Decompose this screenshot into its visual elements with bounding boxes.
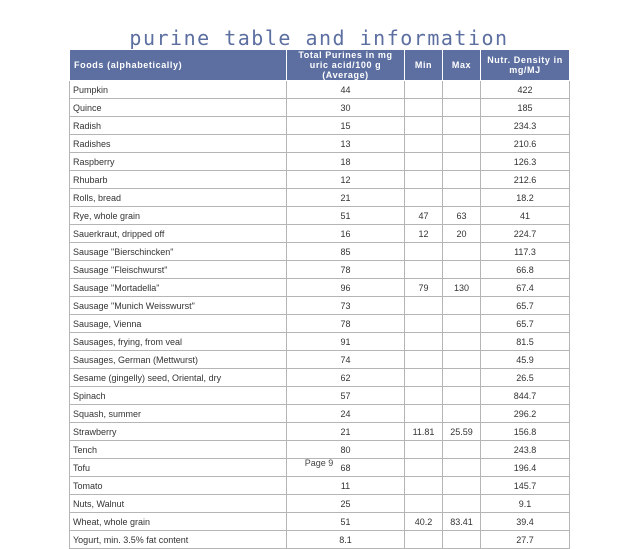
cell-food: Yogurt, min. 3.5% fat content (70, 531, 287, 549)
cell-food: Tomato (70, 477, 287, 495)
cell-max (443, 189, 481, 207)
cell-min (405, 477, 443, 495)
cell-nutr-density: 156.8 (481, 423, 570, 441)
cell-nutr-density: 145.7 (481, 477, 570, 495)
table-row (70, 81, 570, 99)
cell-food: Sausage "Bierschincken" (70, 243, 287, 261)
cell-max (443, 405, 481, 423)
cell-max (443, 135, 481, 153)
table-row (70, 315, 570, 333)
cell-total-purines: 85 (287, 243, 405, 261)
cell-max (443, 351, 481, 369)
cell-min (405, 153, 443, 171)
cell-min (405, 351, 443, 369)
cell-max (443, 369, 481, 387)
cell-nutr-density: 224.7 (481, 225, 570, 243)
cell-max: 63 (443, 207, 481, 225)
cell-max (443, 117, 481, 135)
page-title: purine table and information (129, 26, 509, 50)
page-number: Page 9 (304, 458, 334, 468)
cell-food: Sesame (gingelly) seed, Oriental, dry (70, 369, 287, 387)
cell-max: 130 (443, 279, 481, 297)
cell-max (443, 531, 481, 549)
header-total-purines: Total Purines in mg uric acid/100 g (Average) (287, 50, 405, 81)
cell-min (405, 117, 443, 135)
cell-nutr-density: 234.3 (481, 117, 570, 135)
table-row (70, 369, 570, 387)
table-row (70, 243, 570, 261)
cell-total-purines: 24 (287, 405, 405, 423)
cell-nutr-density: 117.3 (481, 243, 570, 261)
cell-max (443, 81, 481, 99)
cell-total-purines: 57 (287, 387, 405, 405)
cell-total-purines: 13 (287, 135, 405, 153)
cell-food: Sausages, frying, from veal (70, 333, 287, 351)
cell-total-purines: 25 (287, 495, 405, 513)
cell-total-purines: 80 (287, 441, 405, 459)
cell-min (405, 531, 443, 549)
table-header-row (70, 50, 570, 81)
cell-min (405, 369, 443, 387)
cell-min (405, 99, 443, 117)
table-row (70, 531, 570, 549)
cell-min: 11.81 (405, 423, 443, 441)
table-row (70, 297, 570, 315)
cell-total-purines: 16 (287, 225, 405, 243)
cell-food: Sauerkraut, dripped off (70, 225, 287, 243)
cell-total-purines: 21 (287, 423, 405, 441)
table-row (70, 405, 570, 423)
cell-max (443, 171, 481, 189)
cell-min (405, 387, 443, 405)
cell-food: Sausage "Mortadella" (70, 279, 287, 297)
cell-max (443, 99, 481, 117)
cell-min (405, 135, 443, 153)
cell-min (405, 171, 443, 189)
cell-max (443, 315, 481, 333)
cell-nutr-density: 296.2 (481, 405, 570, 423)
cell-min (405, 243, 443, 261)
cell-food: Radishes (70, 135, 287, 153)
cell-nutr-density: 185 (481, 99, 570, 117)
cell-min (405, 405, 443, 423)
cell-nutr-density: 9.1 (481, 495, 570, 513)
cell-nutr-density: 126.3 (481, 153, 570, 171)
table-row (70, 171, 570, 189)
header-min: Min (405, 50, 443, 81)
cell-nutr-density: 210.6 (481, 135, 570, 153)
cell-max (443, 243, 481, 261)
cell-food: Tench (70, 441, 287, 459)
cell-nutr-density: 422 (481, 81, 570, 99)
cell-max: 20 (443, 225, 481, 243)
cell-nutr-density: 196.4 (481, 459, 570, 477)
cell-max (443, 153, 481, 171)
cell-total-purines: 96 (287, 279, 405, 297)
cell-min: 79 (405, 279, 443, 297)
table-row (70, 189, 570, 207)
cell-nutr-density: 27.7 (481, 531, 570, 549)
cell-max (443, 261, 481, 279)
cell-nutr-density: 65.7 (481, 315, 570, 333)
cell-nutr-density: 18.2 (481, 189, 570, 207)
header-food: Foods (alphabetically) (70, 50, 287, 81)
cell-total-purines: 73 (287, 297, 405, 315)
cell-max (443, 495, 481, 513)
cell-food: Spinach (70, 387, 287, 405)
cell-min: 47 (405, 207, 443, 225)
cell-min (405, 261, 443, 279)
cell-total-purines: 78 (287, 261, 405, 279)
cell-min (405, 495, 443, 513)
cell-total-purines: 68 (287, 459, 405, 477)
table-row (70, 477, 570, 495)
table-row (70, 207, 570, 225)
cell-min (405, 441, 443, 459)
cell-min (405, 333, 443, 351)
cell-nutr-density: 243.8 (481, 441, 570, 459)
table-row (70, 261, 570, 279)
header-max: Max (443, 50, 481, 81)
cell-food: Quince (70, 99, 287, 117)
cell-nutr-density: 45.9 (481, 351, 570, 369)
table-row (70, 513, 570, 531)
cell-min (405, 189, 443, 207)
cell-food: Rolls, bread (70, 189, 287, 207)
cell-min (405, 315, 443, 333)
cell-total-purines: 51 (287, 207, 405, 225)
cell-total-purines: 44 (287, 81, 405, 99)
cell-nutr-density: 66.8 (481, 261, 570, 279)
cell-food: Sausage, Vienna (70, 315, 287, 333)
cell-max (443, 387, 481, 405)
cell-food: Sausage "Fleischwurst" (70, 261, 287, 279)
cell-nutr-density: 41 (481, 207, 570, 225)
cell-max: 83.41 (443, 513, 481, 531)
cell-food: Radish (70, 117, 287, 135)
cell-food: Rhubarb (70, 171, 287, 189)
cell-total-purines: 30 (287, 99, 405, 117)
cell-total-purines: 21 (287, 189, 405, 207)
cell-food: Pumpkin (70, 81, 287, 99)
cell-food: Tofu (70, 459, 287, 477)
cell-min: 40.2 (405, 513, 443, 531)
cell-max (443, 441, 481, 459)
cell-food: Nuts, Walnut (70, 495, 287, 513)
cell-total-purines: 15 (287, 117, 405, 135)
cell-total-purines: 11 (287, 477, 405, 495)
cell-food: Raspberry (70, 153, 287, 171)
table-row (70, 351, 570, 369)
table-row (70, 387, 570, 405)
cell-food: Sausages, German (Mettwurst) (70, 351, 287, 369)
cell-nutr-density: 81.5 (481, 333, 570, 351)
cell-nutr-density: 65.7 (481, 297, 570, 315)
table-row (70, 441, 570, 459)
cell-nutr-density: 26.5 (481, 369, 570, 387)
purine-table (69, 49, 570, 549)
table-row (70, 333, 570, 351)
cell-food: Squash, summer (70, 405, 287, 423)
cell-total-purines: 8.1 (287, 531, 405, 549)
cell-nutr-density: 844.7 (481, 387, 570, 405)
table-row (70, 153, 570, 171)
cell-max (443, 297, 481, 315)
cell-total-purines: 74 (287, 351, 405, 369)
cell-total-purines: 51 (287, 513, 405, 531)
cell-max (443, 333, 481, 351)
cell-total-purines: 12 (287, 171, 405, 189)
cell-max: 25.59 (443, 423, 481, 441)
cell-total-purines: 18 (287, 153, 405, 171)
table-row (70, 225, 570, 243)
cell-nutr-density: 212.6 (481, 171, 570, 189)
table-row (70, 135, 570, 153)
table-row (70, 99, 570, 117)
cell-food: Rye, whole grain (70, 207, 287, 225)
table-row (70, 423, 570, 441)
cell-min (405, 81, 443, 99)
header-nutr-density: Nutr. Density in mg/MJ (481, 50, 570, 81)
cell-min (405, 297, 443, 315)
cell-min: 12 (405, 225, 443, 243)
cell-nutr-density: 39.4 (481, 513, 570, 531)
table-row (70, 495, 570, 513)
table-row (70, 279, 570, 297)
cell-total-purines: 62 (287, 369, 405, 387)
cell-max (443, 477, 481, 495)
cell-nutr-density: 67.4 (481, 279, 570, 297)
cell-food: Strawberry (70, 423, 287, 441)
table-row (70, 117, 570, 135)
cell-total-purines: 78 (287, 315, 405, 333)
cell-total-purines: 91 (287, 333, 405, 351)
cell-food: Sausage "Munich Weisswurst" (70, 297, 287, 315)
cell-food: Wheat, whole grain (70, 513, 287, 531)
